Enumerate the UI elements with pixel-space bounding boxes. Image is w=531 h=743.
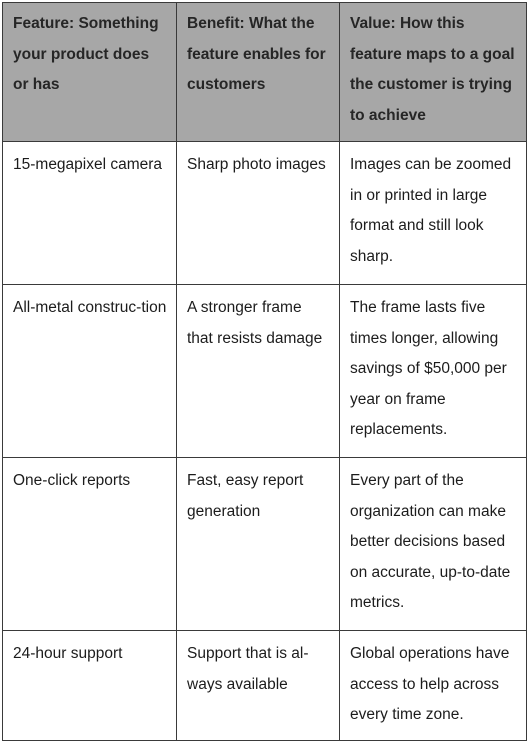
header-benefit: Benefit: What the feature enables for customers [177, 3, 340, 142]
table-row [3, 631, 527, 741]
table-row [3, 142, 527, 285]
benefit-cell: Fast, easy report generation [177, 458, 340, 631]
table-body [3, 142, 527, 741]
feature-cell: One-click reports [3, 458, 177, 631]
benefit-cell: Sharp photo images [177, 142, 340, 285]
feature-benefit-value-table [2, 2, 527, 741]
benefit-cell: Support that is al-ways available [177, 631, 340, 741]
value-cell: The frame lasts five times longer, allowing savings of $50,000 per year on frame replacements. [340, 285, 527, 458]
feature-cell: 15-megapixel camera [3, 142, 177, 285]
value-cell: Global operations have access to help across every time zone. [340, 631, 527, 741]
header-row [3, 3, 527, 142]
header-feature: Feature: Something your product does or has [3, 3, 177, 142]
benefit-cell: A stronger frame that resists damage [177, 285, 340, 458]
value-cell: Images can be zoomed in or printed in large format and still look sharp. [340, 142, 527, 285]
value-cell: Every part of the organization can make better decisions based on accurate, up-to-date metrics. [340, 458, 527, 631]
table-header [3, 3, 527, 142]
feature-cell: All-metal construc-tion [3, 285, 177, 458]
table-row [3, 458, 527, 631]
table-row [3, 285, 527, 458]
feature-cell: 24-hour support [3, 631, 177, 741]
header-value: Value: How this feature maps to a goal the customer is trying to achieve [340, 3, 527, 142]
